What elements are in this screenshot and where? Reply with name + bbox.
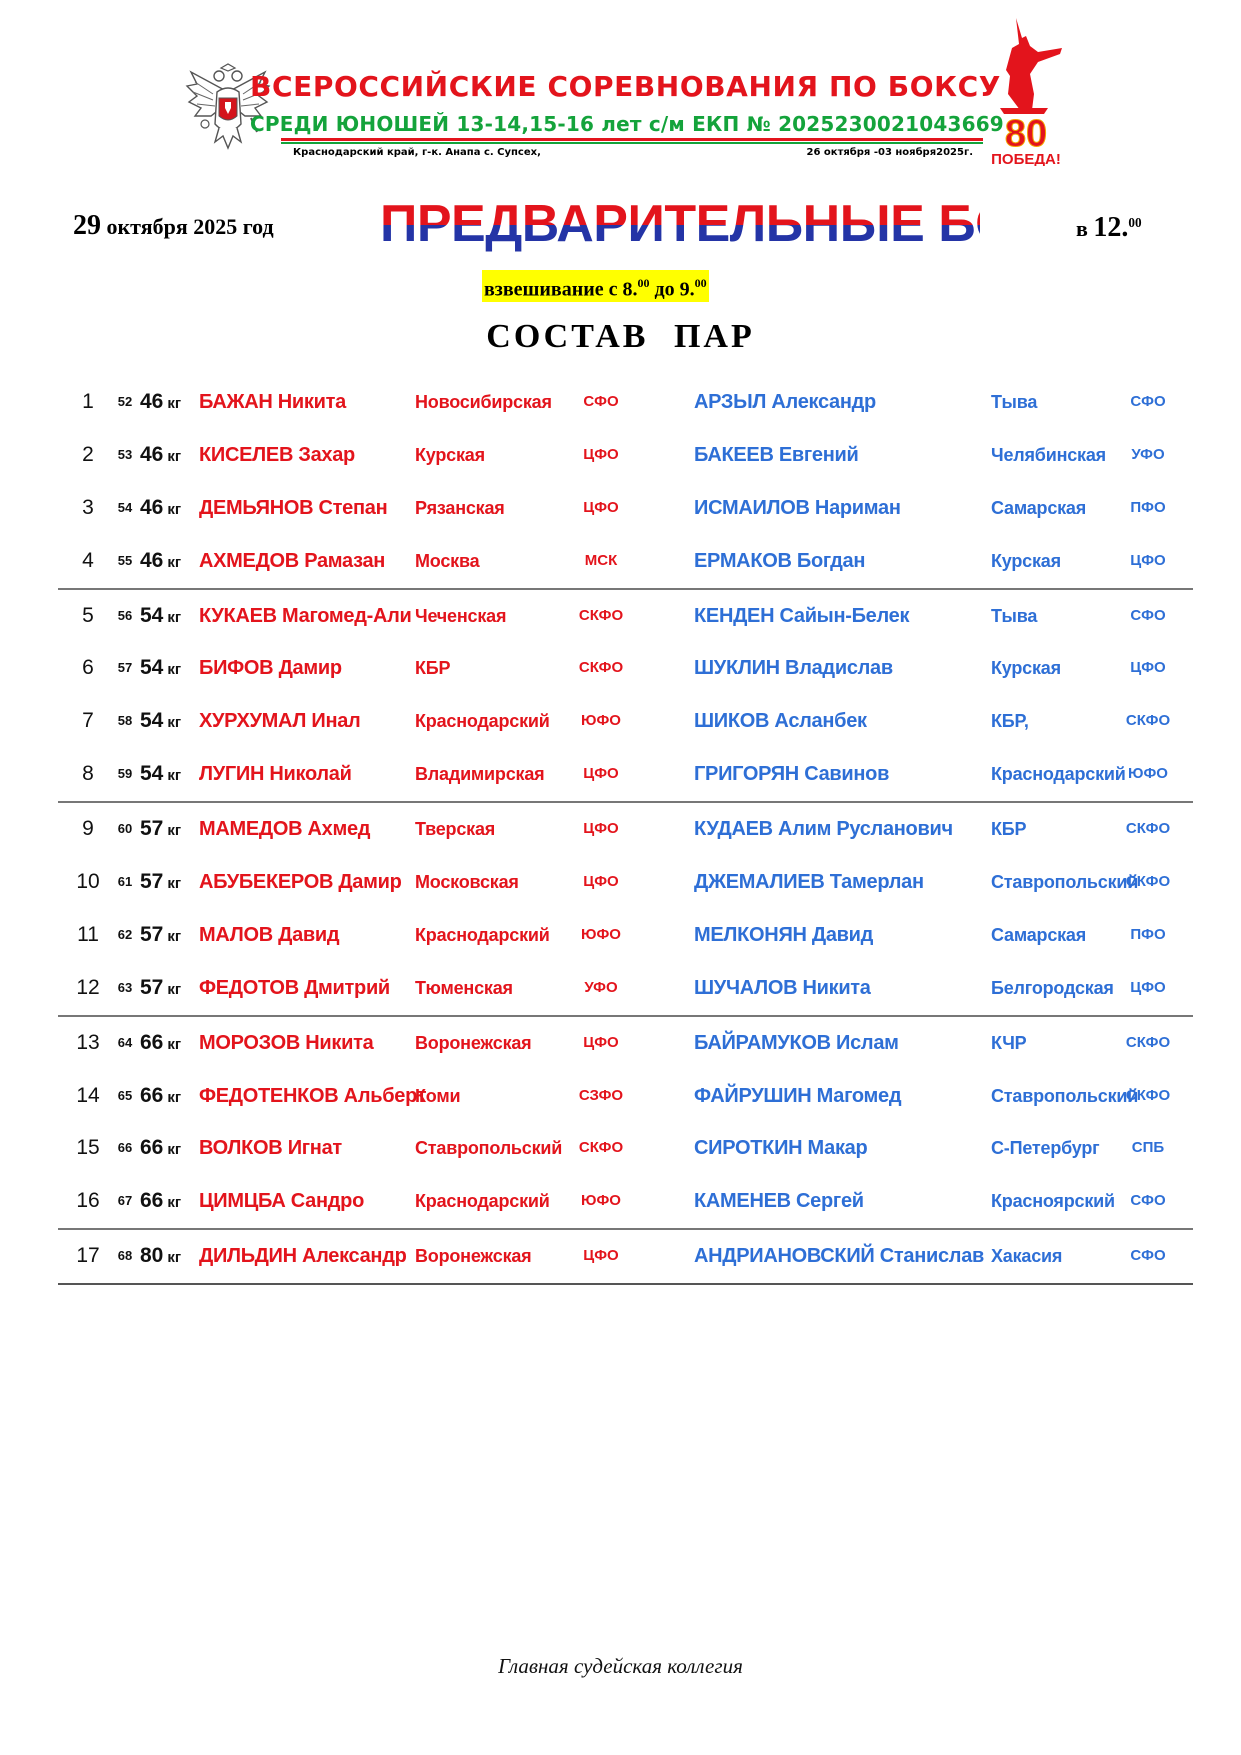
red-corner-district: СКФО <box>578 606 624 624</box>
red-corner-name: ЛУГИН Николай <box>199 763 352 786</box>
red-corner-region: Коми <box>415 1085 461 1106</box>
bout-order: 9 <box>82 817 94 841</box>
blue-corner-district: ЮФО <box>1128 765 1168 783</box>
blue-corner-district: ЦФО <box>1130 551 1166 569</box>
weight-unit: кг <box>167 767 182 785</box>
weight-class <box>140 1017 181 1072</box>
blue-corner-region: КБР, <box>991 711 1029 732</box>
bout-order: 13 <box>76 1030 100 1054</box>
bout-order: 10 <box>76 870 100 894</box>
red-corner-name: ДИЛЬДИН Александр <box>199 1245 407 1268</box>
weight-value: 57 <box>140 922 164 946</box>
competition-dates: 26 октября -03 ноября2025г. <box>806 147 973 158</box>
red-corner-region: Ставропольский <box>415 1138 563 1159</box>
bout-number: 63 <box>117 979 133 995</box>
weight-unit: кг <box>167 980 182 998</box>
table-row <box>58 1175 1193 1228</box>
blue-corner-region: КЧР <box>991 1032 1027 1053</box>
table-row <box>58 803 1193 856</box>
red-corner-name: КИСЕЛЕВ Захар <box>199 443 355 466</box>
bout-order: 15 <box>76 1136 100 1160</box>
weight-group-divider <box>58 1283 1193 1285</box>
red-corner-name: ФЕДОТОВ Дмитрий <box>199 976 390 999</box>
bout-number: 67 <box>117 1193 133 1209</box>
blue-corner-name: СИРОТКИН Макар <box>694 1137 868 1160</box>
weight-class <box>140 376 181 431</box>
weight-value: 66 <box>140 1189 164 1213</box>
weight-value: 57 <box>140 817 164 841</box>
red-corner-district: МСК <box>584 551 618 569</box>
blue-corner-name: ШУЧАЛОВ Никита <box>694 976 871 999</box>
weight-class <box>140 535 181 590</box>
weight-value: 54 <box>140 656 164 680</box>
red-corner-district: ЦФО <box>583 1247 619 1265</box>
red-corner-name: АХМЕДОВ Рамазан <box>199 549 386 572</box>
blue-corner-region: С-Петербург <box>991 1138 1100 1159</box>
bout-order: 17 <box>76 1244 100 1268</box>
weight-unit: кг <box>167 500 182 518</box>
table-row <box>58 482 1193 535</box>
blue-corner-district: СФО <box>1130 1247 1166 1265</box>
blue-corner-district: СФО <box>1130 393 1166 410</box>
blue-corner-name: БАКЕЕВ Евгений <box>694 443 859 466</box>
blue-corner-name: ГРИГОРЯН Савинов <box>694 763 890 786</box>
weight-unit: кг <box>167 1035 182 1053</box>
weight-value: 46 <box>140 495 164 519</box>
competition-title: ВСЕРОССИЙСКИЕ СОРЕВНОВАНИЯ ПО БОКСУ <box>250 70 1001 103</box>
blue-corner-region: Курская <box>991 550 1061 571</box>
table-row <box>58 748 1193 801</box>
blue-corner-district: СКФО <box>1125 712 1171 730</box>
blue-corner-region: Красноярский <box>991 1191 1115 1212</box>
red-corner-region: Новосибирская <box>415 392 552 412</box>
blue-corner-region: Белгородская <box>991 977 1114 998</box>
blue-corner-name: АНДРИАНОВСКИЙ Станислав <box>694 1245 985 1268</box>
bout-order: 4 <box>82 548 94 572</box>
red-corner-district: ЦФО <box>583 765 619 783</box>
red-corner-name: ФЕДОТЕНКОВ Альберт <box>199 1084 427 1107</box>
red-corner-name: ЦИМЦБА Сандро <box>199 1190 364 1213</box>
blue-corner-region: Краснодарский <box>991 764 1126 785</box>
red-corner-name: АБУБЕКЕРОВ Дамир <box>199 871 402 894</box>
table-row <box>58 535 1193 588</box>
blue-corner-name: МЕЛКОНЯН Давид <box>694 923 874 946</box>
blue-corner-region: Тыва <box>991 392 1038 412</box>
weigh-in-prefix: взвешивание с 8. <box>484 278 638 301</box>
red-corner-name: ДЕМЬЯНОВ Степан <box>199 496 388 519</box>
blue-corner-name: ДЖЕМАЛИЕВ Тамерлан <box>694 871 924 894</box>
blue-corner-region: Хакасия <box>991 1246 1063 1267</box>
red-corner-district: ЮФО <box>581 1192 621 1210</box>
bout-number: 59 <box>117 766 133 782</box>
weight-unit: кг <box>167 927 182 945</box>
weight-class <box>140 482 181 537</box>
footer-signature: Главная судейская коллегия <box>498 1654 743 1678</box>
bout-number: 62 <box>117 926 133 942</box>
red-corner-name: МАЛОВ Давид <box>199 923 340 946</box>
blue-corner-district: ЦФО <box>1130 978 1166 996</box>
header-divider-red <box>281 138 983 141</box>
blue-corner-name: ЕРМАКОВ Богдан <box>694 549 866 572</box>
blue-corner-district: ПФО <box>1130 925 1166 943</box>
victory-80-logo-icon <box>986 18 1066 166</box>
page-title: ПРЕДВАРИТЕЛЬНЫЕ БОИ <box>380 195 1052 253</box>
red-corner-district: ЦФО <box>583 820 619 838</box>
section-heading: СОСТАВ ПАР <box>486 318 755 355</box>
bout-order: 12 <box>76 975 100 999</box>
red-corner-region: Владимирская <box>415 764 545 785</box>
weight-unit: кг <box>167 447 182 465</box>
blue-corner-name: КЕНДЕН Сайын-Белек <box>694 604 910 627</box>
weight-class <box>140 642 181 697</box>
weight-unit: кг <box>167 1249 182 1267</box>
weight-class <box>140 803 181 858</box>
weight-value: 80 <box>140 1244 164 1268</box>
blue-corner-name: ФАЙРУШИН Магомед <box>694 1084 902 1107</box>
table-row <box>58 962 1193 1015</box>
weight-value: 46 <box>140 442 164 466</box>
blue-corner-name: АРЗЫЛ Александр <box>694 391 876 413</box>
weight-unit: кг <box>167 553 182 571</box>
event-day: 29 <box>73 210 101 241</box>
bout-number: 58 <box>117 713 133 729</box>
weight-value: 54 <box>140 762 164 786</box>
red-corner-region: Тверская <box>415 819 496 840</box>
blue-corner-district: СПБ <box>1131 1139 1165 1157</box>
blue-corner-district: ЦФО <box>1130 659 1166 677</box>
bout-number: 56 <box>117 607 133 623</box>
bout-order: 6 <box>82 656 94 680</box>
red-corner-region: Москва <box>415 550 480 571</box>
bout-number: 61 <box>117 874 133 890</box>
start-time <box>1076 212 1142 244</box>
start-time-prefix: в <box>1076 216 1088 241</box>
blue-corner-region: Ставропольский <box>991 1085 1139 1106</box>
blue-corner-district: УФО <box>1131 445 1165 463</box>
bout-order: 8 <box>82 762 94 786</box>
bout-number: 65 <box>117 1087 133 1103</box>
weight-class <box>140 748 181 803</box>
red-corner-region: Курская <box>415 444 485 465</box>
weight-unit: кг <box>167 822 182 840</box>
start-time-hour: 12. <box>1093 212 1129 243</box>
weight-value: 46 <box>140 390 164 413</box>
table-row <box>58 1122 1193 1175</box>
blue-corner-district: СФО <box>1130 1192 1166 1210</box>
start-time-minutes: 00 <box>1128 214 1142 230</box>
red-corner-region: Рязанская <box>415 497 505 518</box>
bout-number: 60 <box>117 821 133 837</box>
weight-value: 46 <box>140 548 164 572</box>
blue-corner-region: Тыва <box>991 605 1038 626</box>
weigh-in-from-minutes: 00 <box>637 276 650 290</box>
weight-value: 66 <box>140 1136 164 1160</box>
blue-corner-name: ШУКЛИН Владислав <box>694 657 893 680</box>
weight-value: 57 <box>140 870 164 894</box>
red-corner-name: КУКАЕВ Магомед-Али <box>199 604 412 627</box>
blue-corner-region: Самарская <box>991 497 1087 518</box>
blue-corner-name: БАЙРАМУКОВ Ислам <box>694 1031 899 1054</box>
weight-class <box>140 429 181 484</box>
bout-order: 2 <box>82 442 94 466</box>
red-corner-region: КБР <box>415 658 451 679</box>
weight-value: 57 <box>140 975 164 999</box>
red-corner-name: МАМЕДОВ Ахмед <box>199 818 371 841</box>
blue-corner-district: СКФО <box>1125 1086 1171 1104</box>
red-corner-region: Тюменская <box>415 977 513 998</box>
bout-number: 57 <box>117 660 133 676</box>
blue-corner-district: СКФО <box>1125 1033 1171 1051</box>
red-corner-name: МОРОЗОВ Никита <box>199 1031 374 1054</box>
competition-subtitle: СРЕДИ ЮНОШЕЙ 13-14,15-16 лет с/м ЕКП № 2025230021043669 <box>250 112 1004 136</box>
blue-corner-region: Курская <box>991 658 1061 679</box>
weight-class <box>140 695 181 750</box>
blue-corner-region: Самарская <box>991 924 1087 945</box>
weight-class <box>140 909 181 964</box>
bout-order: 5 <box>82 603 94 627</box>
blue-corner-name: КАМЕНЕВ Сергей <box>694 1190 864 1213</box>
weigh-in-mid: до 9. <box>649 278 695 301</box>
red-corner-district: СКФО <box>578 659 624 677</box>
table-row <box>58 909 1193 962</box>
weigh-in-to-minutes: 00 <box>694 276 707 290</box>
weight-value: 66 <box>140 1030 164 1054</box>
weight-unit: кг <box>167 395 182 412</box>
weight-class <box>140 1070 181 1125</box>
weight-unit: кг <box>167 875 182 893</box>
bout-number: 55 <box>117 552 133 568</box>
weight-value: 66 <box>140 1083 164 1107</box>
blue-corner-district: ПФО <box>1130 498 1166 516</box>
red-corner-region: Краснодарский <box>415 711 550 732</box>
table-row <box>58 376 1193 429</box>
red-corner-name: БАЖАН Никита <box>199 391 346 413</box>
red-corner-district: ЦФО <box>583 498 619 516</box>
red-corner-district: УФО <box>584 978 618 996</box>
bout-number: 54 <box>117 499 133 515</box>
bout-number: 66 <box>117 1140 133 1156</box>
red-corner-region: Московская <box>415 872 519 893</box>
bout-order: 11 <box>77 922 99 946</box>
table-row <box>58 429 1193 482</box>
red-corner-district: СФО <box>583 393 619 410</box>
weight-unit: кг <box>167 1194 182 1212</box>
blue-corner-region: КБР <box>991 819 1027 840</box>
red-corner-region: Краснодарский <box>415 924 550 945</box>
competition-place: Краснодарский край, г-к. Анапа с. Супсех, <box>293 147 541 158</box>
logo-text: ПОБЕДА! <box>991 151 1061 166</box>
table-row <box>58 642 1193 695</box>
weight-value: 54 <box>140 603 164 627</box>
bout-order: 14 <box>76 1083 100 1107</box>
header-divider-green <box>281 142 983 144</box>
table-row <box>58 1017 1193 1070</box>
blue-corner-name: ИСМАИЛОВ Нариман <box>694 496 901 519</box>
weight-class <box>140 1175 181 1230</box>
red-corner-name: ХУРХУМАЛ Инал <box>199 710 361 733</box>
red-corner-district: ЮФО <box>581 925 621 943</box>
weight-unit: кг <box>167 1141 182 1159</box>
bout-number: 52 <box>117 394 133 409</box>
blue-corner-region: Ставропольский <box>991 872 1139 893</box>
bout-number: 68 <box>117 1248 133 1264</box>
red-corner-district: ЦФО <box>583 445 619 463</box>
red-corner-district: СКФО <box>578 1139 624 1157</box>
bout-order: 7 <box>82 709 94 733</box>
logo-number: 80 <box>1004 113 1048 155</box>
weight-class <box>140 590 181 645</box>
weight-unit: кг <box>167 1088 182 1106</box>
weight-class <box>140 962 181 1017</box>
blue-corner-region: Челябинская <box>991 444 1106 465</box>
weight-class <box>140 856 181 911</box>
weight-value: 54 <box>140 709 164 733</box>
red-corner-name: ВОЛКОВ Игнат <box>199 1137 342 1160</box>
table-row <box>58 590 1193 643</box>
table-row <box>58 1070 1193 1123</box>
table-row <box>58 695 1193 748</box>
weigh-in-note <box>482 270 709 302</box>
red-corner-district: СЗФО <box>578 1086 624 1104</box>
blue-corner-district: СКФО <box>1125 820 1171 838</box>
table-row <box>58 856 1193 909</box>
weight-unit: кг <box>167 608 182 626</box>
weight-class <box>140 1122 181 1177</box>
red-corner-region: Воронежская <box>415 1246 532 1267</box>
table-row <box>58 1230 1193 1283</box>
red-corner-region: Воронежская <box>415 1032 532 1053</box>
bout-order: 1 <box>82 390 94 413</box>
bout-number: 53 <box>117 446 133 462</box>
event-month-year: октября 2025 год <box>106 214 274 239</box>
red-corner-district: ЮФО <box>581 712 621 730</box>
bout-number: 64 <box>117 1034 133 1050</box>
weight-class <box>140 1230 181 1285</box>
blue-corner-name: ШИКОВ Асланбек <box>694 710 867 733</box>
bout-order: 3 <box>82 495 94 519</box>
blue-corner-district: СФО <box>1130 606 1166 624</box>
bout-order: 16 <box>76 1189 100 1213</box>
event-date <box>73 210 274 242</box>
blue-corner-name: КУДАЕВ Алим Русланович <box>694 818 953 841</box>
weight-unit: кг <box>167 661 182 679</box>
red-corner-district: ЦФО <box>583 1033 619 1051</box>
red-corner-name: БИФОВ Дамир <box>199 657 342 680</box>
red-corner-region: Чеченская <box>415 605 507 626</box>
red-corner-region: Краснодарский <box>415 1191 550 1212</box>
bouts-table <box>58 376 1193 1285</box>
weight-unit: кг <box>167 714 182 732</box>
blue-corner-district: СКФО <box>1125 873 1171 891</box>
red-corner-district: ЦФО <box>583 873 619 891</box>
